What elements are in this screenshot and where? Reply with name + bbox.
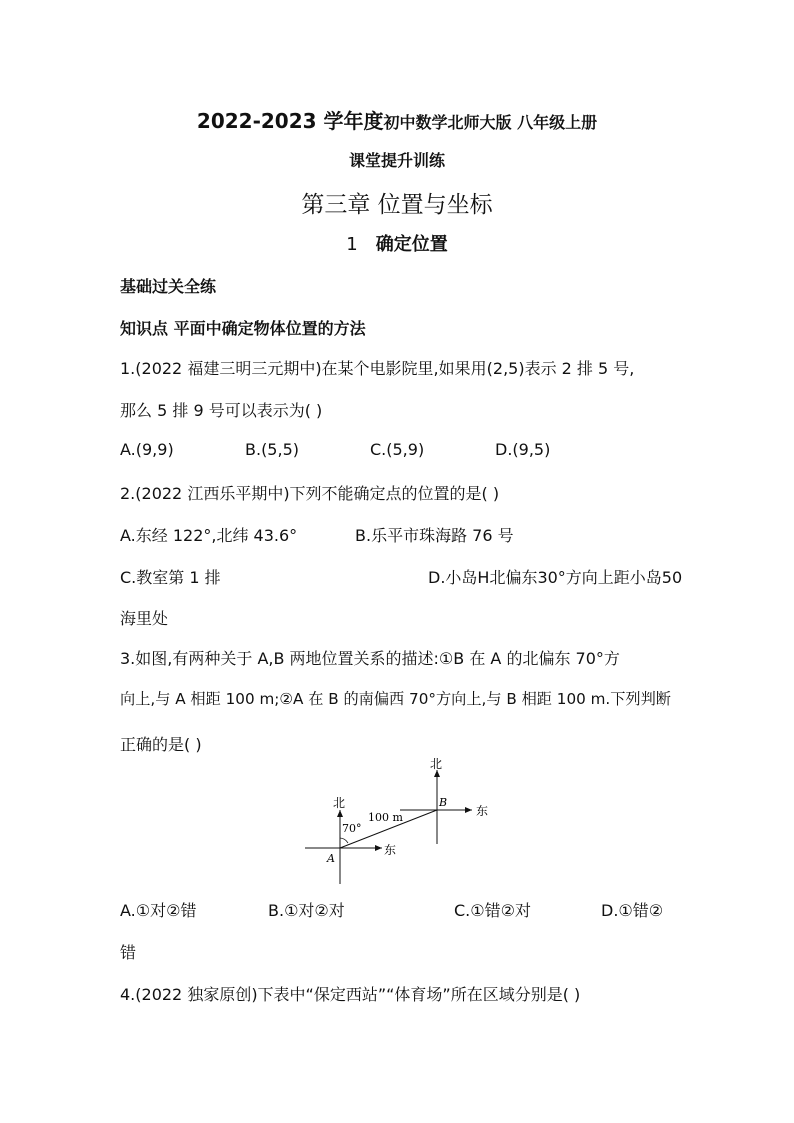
q2-option-d: D.小岛H北偏东30°方向上距小岛50 [428, 568, 683, 587]
q2-option-c: C.教室第 1 排 [120, 568, 221, 587]
q3-line1: 3.如图,有两种关于 A,B 两地位置关系的描述:①B 在 A 的北偏东 70°方 [120, 649, 620, 668]
q1-line2: 那么 5 排 9 号可以表示为( ) [120, 401, 323, 420]
title-course: 初中数学北师大版 八年级上册 [383, 113, 598, 132]
q3-line3: 正确的是( ) [120, 735, 202, 754]
q3-option-c: C.①错②对 [454, 901, 531, 920]
document-subtitle: 课堂提升训练 [348, 151, 445, 170]
document-title [0, 105, 794, 134]
q3-option-a: A.①对②错 [120, 901, 197, 920]
q2-option-d-continued: 海里处 [120, 609, 169, 628]
q3-option-d: D.①错② [601, 901, 664, 920]
point-a-label: A [327, 852, 335, 865]
q2-option-a: A.东经 122°,北纬 43.6° [120, 526, 298, 545]
q3-option-b: B.①对②对 [268, 901, 345, 920]
distance-label: 100 m [368, 811, 403, 824]
title-year: 2022-2023 学年度 [196, 109, 384, 133]
q1-option-a: A.(9,9) [120, 440, 174, 459]
b-north-label: 北 [430, 758, 443, 771]
q2-line1: 2.(2022 江西乐平期中)下列不能确定点的位置的是( ) [120, 484, 500, 503]
angle-label: 70° [342, 822, 362, 835]
q1-option-c: C.(5,9) [370, 440, 425, 459]
section-title [0, 230, 794, 256]
chapter-title: 第三章 位置与坐标 [301, 192, 493, 218]
point-b-label: B [439, 796, 448, 809]
a-east-label: 东 [384, 843, 397, 857]
direction-figure [300, 758, 500, 888]
q3-option-d-continued: 错 [120, 943, 137, 962]
q1-option-d: D.(9,5) [495, 440, 551, 459]
q3-line2: 向上,与 A 相距 100 m;②A 在 B 的南偏西 70°方向上,与 B 相距 100 m.下列判断 [120, 690, 671, 708]
knowledge-point-label: 知识点 平面中确定物体位置的方法 [120, 319, 366, 338]
section-number: 1 [346, 234, 358, 255]
section-name: 确定位置 [375, 234, 448, 255]
q1-line1: 1.(2022 福建三明三元期中)在某个电影院里,如果用(2,5)表示 2 排 5 号, [120, 359, 635, 378]
q2-option-b: B.乐平市珠海路 76 号 [355, 526, 514, 545]
b-east-label: 东 [476, 804, 489, 818]
angle-arc [340, 838, 348, 843]
q1-option-b: B.(5,5) [245, 440, 299, 459]
a-north-label: 北 [333, 796, 346, 810]
q4-line1: 4.(2022 独家原创)下表中“保定西站”“体育场”所在区域分别是( ) [120, 985, 581, 1004]
section-label: 基础过关全练 [120, 277, 217, 296]
